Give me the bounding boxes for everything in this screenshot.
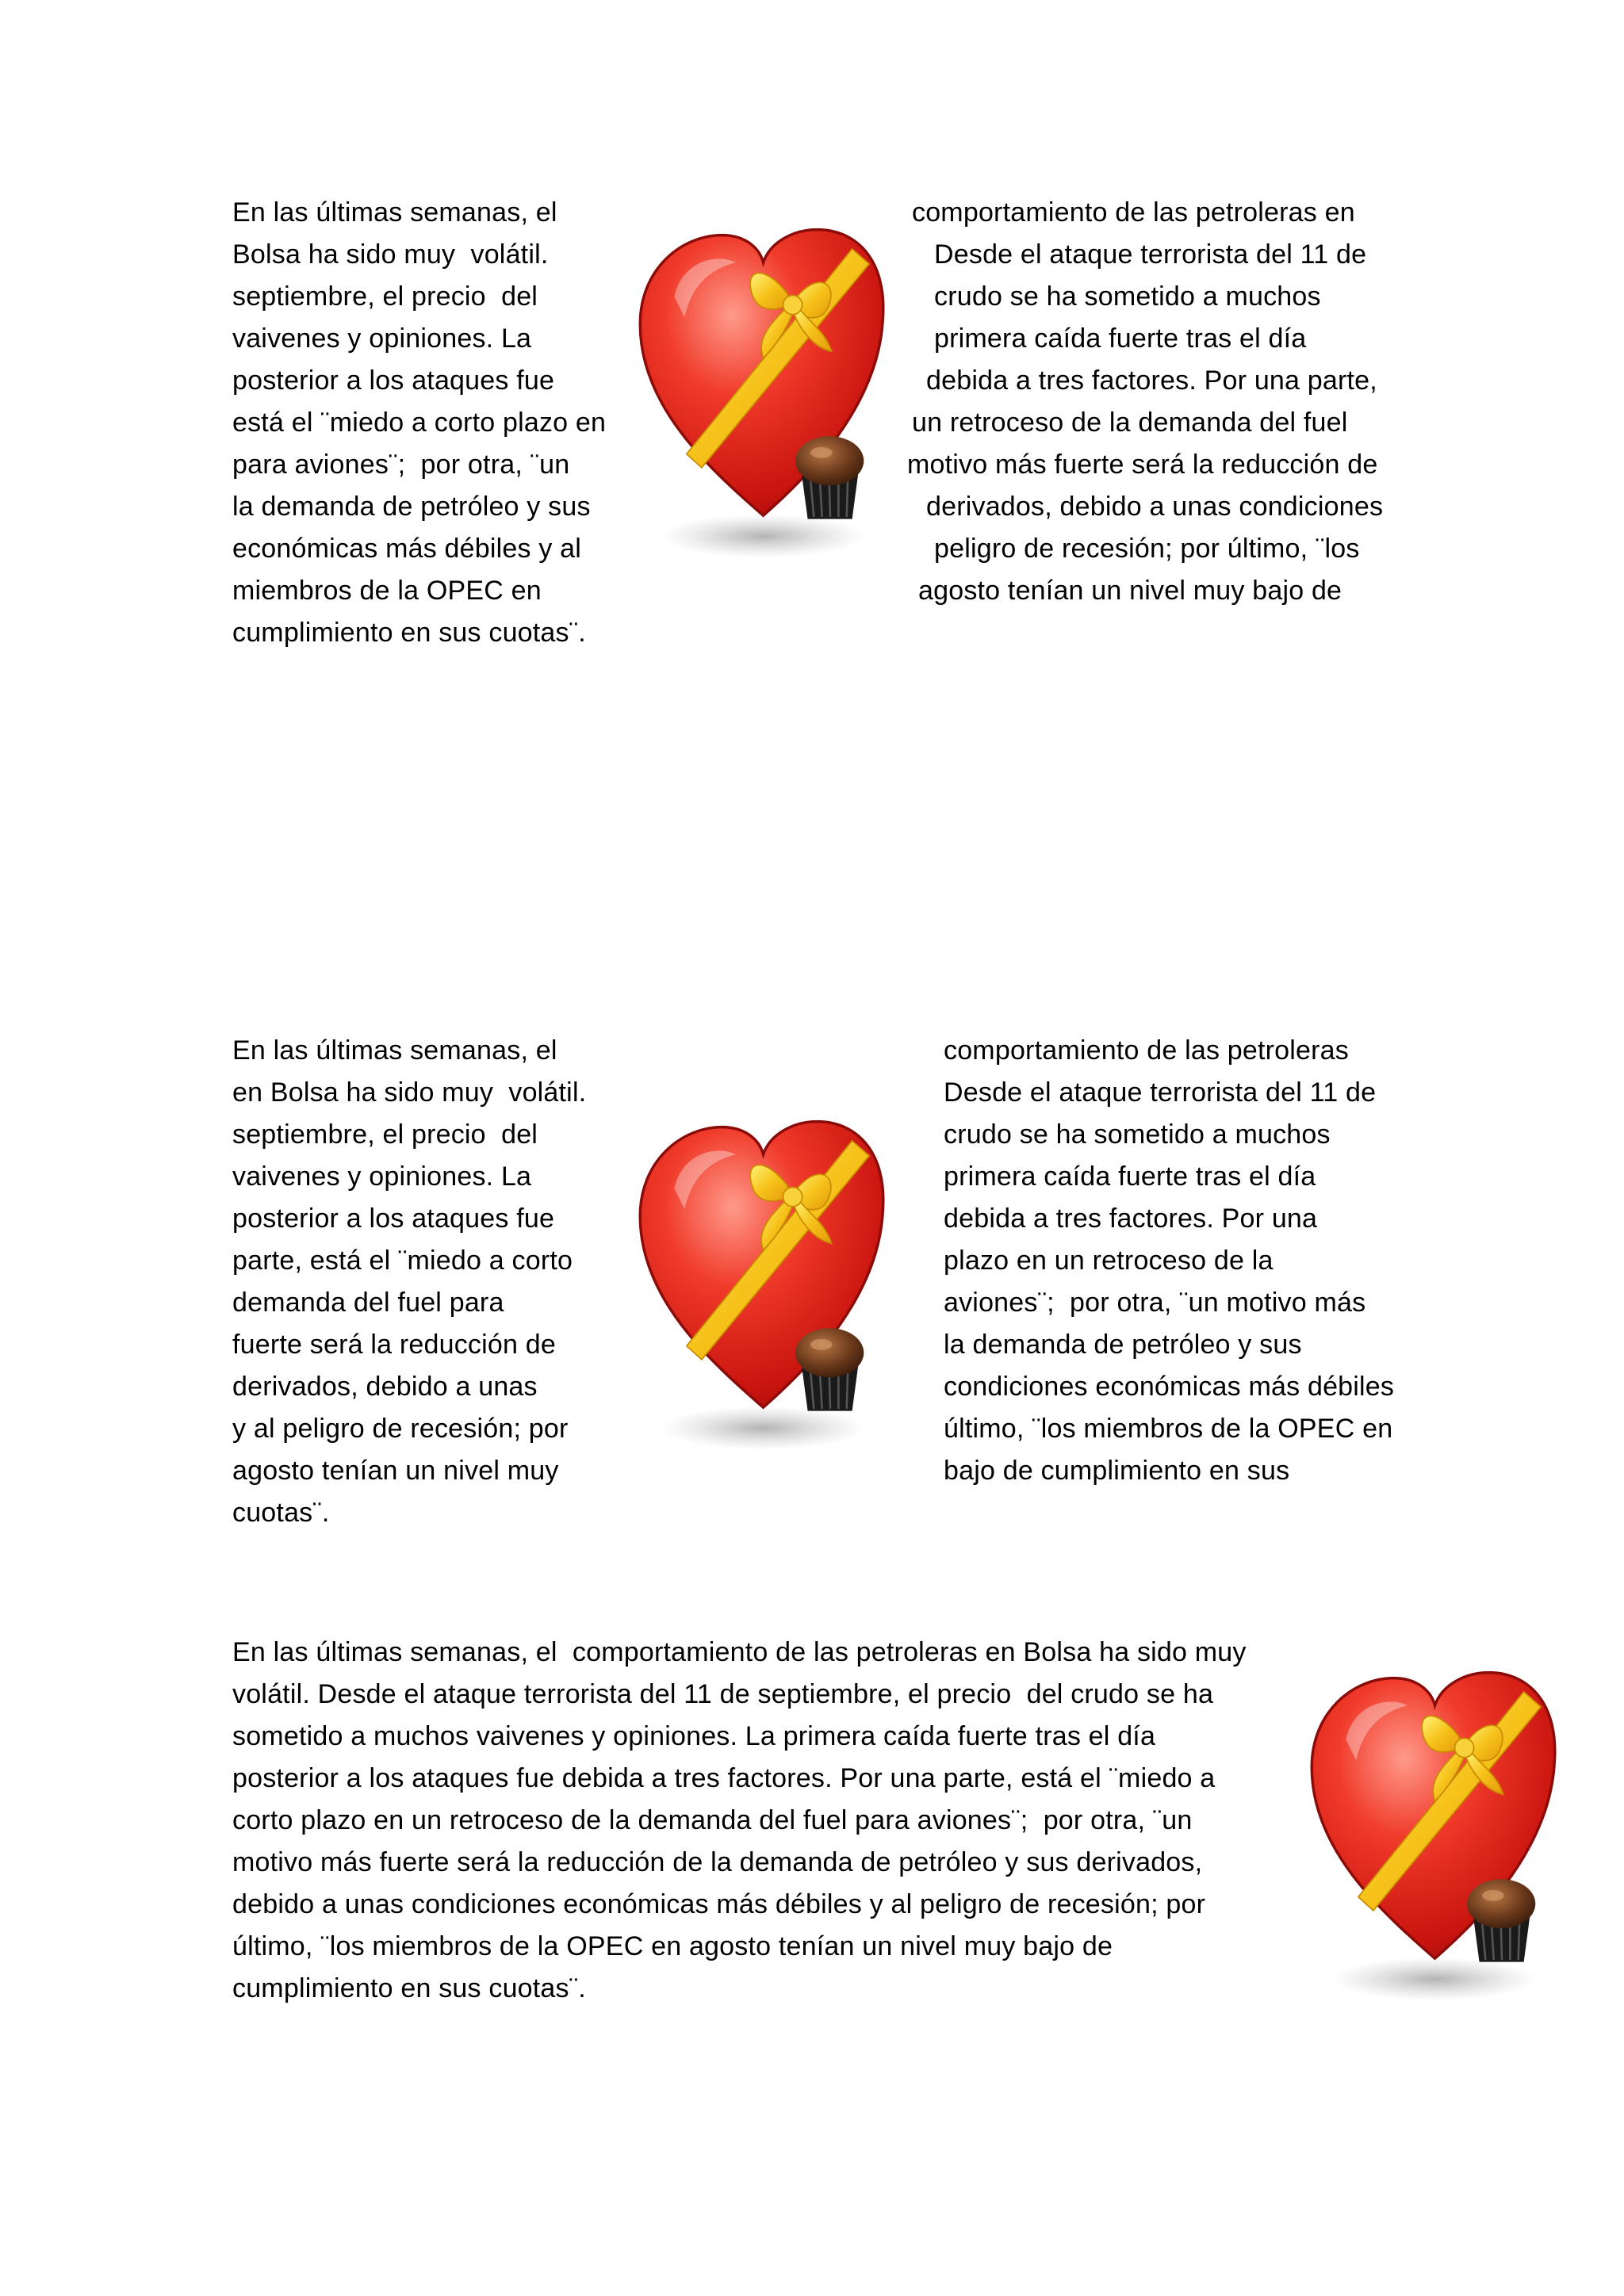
text-line: cumplimiento en sus cuotas¨. [232, 618, 586, 648]
text-line: y al peligro de recesión; por [232, 1414, 569, 1444]
text-line: septiembre, el precio del [232, 1119, 538, 1150]
text-line: Bolsa ha sido muy volátil. [232, 239, 549, 270]
text-line: miembros de la OPEC en [232, 576, 542, 606]
text-line: económicas más débiles y al [232, 534, 582, 564]
text-line: primera caída fuerte tras el día [934, 323, 1307, 354]
text-line: derivados, debido a unas [232, 1372, 538, 1402]
text-line: debida a tres factores. Por una [944, 1203, 1318, 1234]
text-line: para aviones¨; por otra, ¨un [232, 450, 570, 480]
text-line: posterior a los ataques fue [232, 1203, 555, 1234]
text-line: agosto tenían un nivel muy bajo de [918, 576, 1342, 606]
text-line: crudo se ha sometido a muchos [944, 1119, 1331, 1150]
text-line: último, ¨los miembros de la OPEC en agosto tenían un nivel muy bajo de [232, 1931, 1113, 1961]
text-line: bajo de cumplimiento en sus [944, 1456, 1290, 1486]
text-line: está el ¨miedo a corto plazo en [232, 408, 607, 438]
text-line: septiembre, el precio del [232, 281, 538, 312]
text-line: en Bolsa ha sido muy volátil. [232, 1077, 587, 1108]
text-line: volátil. Desde el ataque terrorista del 11 de septiembre, el precio del crudo se ha [232, 1679, 1214, 1709]
text-line: derivados, debido a unas condiciones [926, 492, 1384, 522]
text-line: cuotas¨. [232, 1498, 330, 1528]
heart-chocolate-icon [1298, 1645, 1572, 2026]
text-line: último, ¨los miembros de la OPEC en [944, 1414, 1393, 1444]
text-line: motivo más fuerte será la reducción de [907, 450, 1378, 480]
text-line: En las últimas semanas, el [232, 197, 557, 228]
text-line: fuerte será la reducción de [232, 1330, 556, 1360]
text-line: crudo se ha sometido a muchos [934, 281, 1321, 312]
text-line: la demanda de petróleo y sus [232, 492, 591, 522]
text-line: En las últimas semanas, el [232, 1035, 557, 1066]
text-line: Desde el ataque terrorista del 11 de [944, 1077, 1377, 1108]
text-line: comportamiento de las petroleras en [912, 197, 1355, 228]
text-line: debido a unas condiciones económicas más débiles y al peligro de recesión; por [232, 1889, 1206, 1919]
text-line: un retroceso de la demanda del fuel [912, 408, 1348, 438]
text-line: demanda del fuel para [232, 1288, 504, 1318]
text-line: primera caída fuerte tras el día [944, 1161, 1316, 1192]
text-line: debida a tres factores. Por una parte, [926, 365, 1377, 396]
heart-chocolate-icon [626, 1094, 900, 1475]
text-line: En las últimas semanas, el comportamiento de las petroleras en Bolsa ha sido muy [232, 1637, 1247, 1667]
text-line: condiciones económicas más débiles [944, 1372, 1395, 1402]
text-line: posterior a los ataques fue [232, 365, 555, 396]
text-line: plazo en un retroceso de la [944, 1246, 1274, 1276]
text-line: aviones¨; por otra, ¨un motivo más [944, 1288, 1366, 1318]
text-line: parte, está el ¨miedo a corto [232, 1246, 573, 1276]
text-line: agosto tenían un nivel muy [232, 1456, 559, 1486]
text-line: posterior a los ataques fue debida a tres factores. Por una parte, está el ¨miedo a [232, 1763, 1216, 1793]
text-line: vaivenes y opiniones. La [232, 323, 532, 354]
text-line: motivo más fuerte será la reducción de la demanda de petróleo y sus derivados, [232, 1847, 1203, 1877]
text-line: Desde el ataque terrorista del 11 de [934, 239, 1367, 270]
text-line: la demanda de petróleo y sus [944, 1330, 1302, 1360]
text-line: peligro de recesión; por último, ¨los [934, 534, 1360, 564]
text-line: comportamiento de las petroleras [944, 1035, 1349, 1066]
text-line: vaivenes y opiniones. La [232, 1161, 532, 1192]
text-line: corto plazo en un retroceso de la demanda del fuel para aviones¨; por otra, ¨un [232, 1805, 1193, 1835]
text-line: sometido a muchos vaivenes y opiniones. La primera caída fuerte tras el día [232, 1721, 1156, 1751]
heart-chocolate-icon [626, 202, 900, 583]
text-line: cumplimiento en sus cuotas¨. [232, 1973, 586, 2003]
